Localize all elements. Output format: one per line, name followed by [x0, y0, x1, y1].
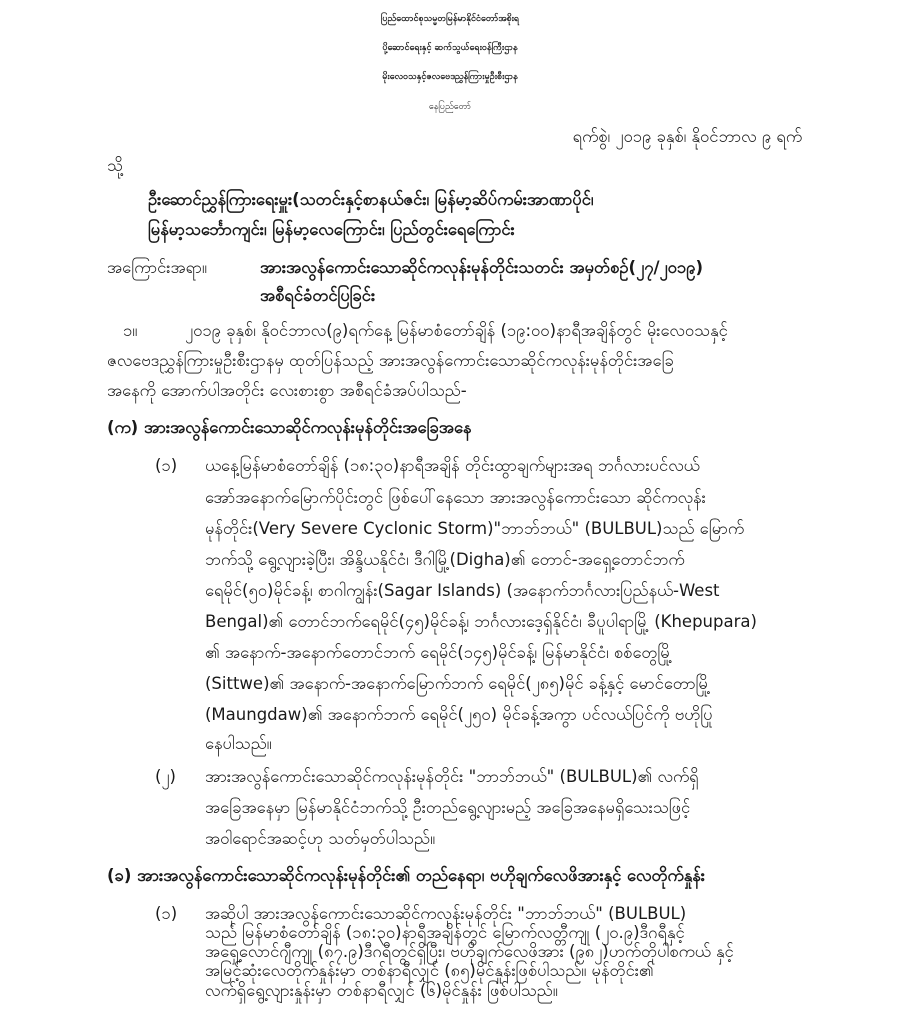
section-ka-item1-number: (၁) — [155, 456, 178, 475]
intro-line-1: ၂၀၁၉ ခုနှစ်၊ နိုဝင်ဘာလ(၉)ရက်နေ့ မြန်မာစံတော်ချိန် (၁၉:၀၀)နာရီအချိန်တွင် မိုးလေဝသနှင့် — [185, 321, 728, 340]
section-kha-item1-number: (၁) — [155, 904, 178, 923]
subject-line-1: အားအလွန်ကောင်းသောဆိုင်ကလုန်းမုန်တိုင်းသတင်း အမှတ်စဉ်(၂၇/၂၀၁၉) — [260, 258, 703, 277]
subject-label: အကြောင်းအရာ။ — [107, 258, 207, 277]
section-ka-item1-line: အော်အနောက်မြောက်ပိုင်းတွင် ဖြစ်ပေါ်နေသော အားအလွန်ကောင်းသော ဆိုင်ကလုန်း — [205, 488, 706, 507]
section-kha-item1-line: အရှေ့လောင်ဂျီကျု (၈၇.၉)ဒီဂရီတွင်ရှိပြီး၊ ဗဟိုချက်လေဖိအား (၉၈၂)ဟက်တိုပါစကယ် နှင့် — [205, 942, 734, 961]
section-ka-item1-line: မုန်တိုင်း(Very Severe Cyclonic Storm)"ဘာဘ်ဘယ်" (BULBUL)သည် မြောက် — [205, 519, 745, 538]
section-ka-heading: (က) အားအလွန်ကောင်းသောဆိုင်ကလုန်းမုန်တိုင်းအခြေအနေ — [107, 418, 472, 437]
header-department: မိုးလေဝသနှင့်ဇလဗေဒညွှန်ကြားမှုဦးစီးဌာန — [382, 72, 518, 82]
header-city: နေပြည်တော် — [428, 102, 472, 112]
intro-number: ၁။ — [123, 321, 138, 340]
section-ka-item2-line: အခြေအနေမှာ မြန်မာနိုင်ငံဘက်သို့ ဦးတည်ရွေ့လျားမည့် အခြေအနေမရှိသေးသဖြင့် — [205, 798, 691, 817]
header-government: ပြည်ထောင်စုသမ္မတမြန်မာနိုင်ငံတော်အစိုးရ — [380, 14, 520, 24]
section-ka-item1-line: နေပါသည်။ — [205, 734, 272, 753]
header-ministry: ပို့ဆောင်ရေးနှင့် ဆက်သွယ်ရေးဝန်ကြီးဌာန — [382, 43, 518, 53]
section-ka-item1-line: ရေမိုင်(၅၀)မိုင်ခန့်၊ စာဂါကျွန်း(Sagar Islands) (အနောက်ဘင်္ဂလားပြည်နယ်-West — [205, 581, 720, 600]
intro-line-3: အနေကို အောက်ပါအတိုင်း လေးစားစွာ အစီရင်ခံအပ်ပါသည်- — [107, 381, 467, 400]
section-ka-item1-line: ယနေ့မြန်မာစံတော်ချိန် (၁၈:၃၀)နာရီအချိန် တိုင်းထွာချက်များအရ ဘင်္ဂလားပင်လယ် — [205, 456, 700, 475]
recipients-line-1: ဦးဆောင်ညွှန်ကြားရေးမှူး(သတင်းနှင့်စာနယ်ဇင်း၊ မြန်မာ့ဆိပ်ကမ်းအာဏာပိုင်၊ — [148, 190, 594, 209]
section-ka-item2-line: အဝါရောင်အဆင့်ဟု သတ်မှတ်ပါသည်။ — [205, 829, 435, 848]
section-ka-item1-line: (Maungdaw)၏ အနောက်ဘက် ရေမိုင်(၂၅၀) မိုင်ခန့်အကွာ ပင်လယ်ပြင်ကို ဗဟိုပြု — [205, 705, 713, 724]
subject-line-2: အစီရင်ခံတင်ပြခြင်း — [260, 286, 376, 305]
intro-line-2: ဇလဗေဒညွှန်ကြားမှုဦးစီးဌာနမှ ထုတ်ပြန်သည့် အားအလွန်ကောင်းသောဆိုင်ကလုန်းမုန်တိုင်းအခြေ — [107, 351, 674, 370]
section-ka-item2-number: (၂) — [155, 767, 176, 786]
section-kha-item1-line: အဆိုပါ အားအလွန်ကောင်းသောဆိုင်ကလုန်းမုန်တိုင်း "ဘာဘ်ဘယ်" (BULBUL) — [205, 904, 687, 923]
section-kha-item1-line: သည် မြန်မာစံတော်ချိန် (၁၈:၃၀)နာရီအချိန်တွင် မြောက်လတ္တီကျု (၂၀.၉)ဒီဂရီနှင့် — [205, 923, 685, 942]
section-kha-item1-line: အမြင့်ဆုံးလေတိုက်နှုန်းမှာ တစ်နာရီလျှင် (၈၅)မိုင်နှုန်းဖြစ်ပါသည်။ မုန်တိုင်း၏ — [205, 961, 654, 980]
section-kha-heading: (ခ) အားအလွန်ကောင်းသောဆိုင်ကလုန်းမုန်တိုင်း၏ တည်နေရာ၊ ဗဟိုချက်လေဖိအားနှင့် လေတိုက်နှုန်း — [107, 866, 705, 885]
section-ka-item1-line: ဘက်သို့ ရွေ့လျားခဲ့ပြီး၊ အိန္ဒိယနိုင်ငံ၊ ဒီဂါမြို့(Digha)၏ တောင်-အရှေ့တောင်ဘက် — [205, 550, 685, 569]
document-date: ရက်စွဲ၊ ၂၀၁၉ ခုနှစ်၊ နိုဝင်ဘာလ ၉ ရက် — [572, 127, 802, 146]
section-ka-item2-line: အားအလွန်ကောင်းသောဆိုင်ကလုန်းမုန်တိုင်း "ဘာဘ်ဘယ်" (BULBUL)၏ လက်ရှိ — [205, 767, 699, 786]
section-ka-item1-line: (Sittwe)၏ အနောက်-အနောက်မြောက်ဘက် ရေမိုင်(၂၈၅)မိုင် ခန့်နှင့် မောင်တောမြို့ — [205, 674, 711, 693]
section-ka-item1-line: Bengal)၏ တောင်ဘက်ရေမိုင်(၄၅)မိုင်ခန့်၊ ဘင်္ဂလားဒေ့ရှ်နိုင်ငံ၊ ခီပူပါရာမြို့ (Khepupara) — [205, 612, 757, 631]
section-kha-item1-line: လက်ရှိရွေ့လျားနှုန်းမှာ တစ်နာရီလျှင် (၆)မိုင်နှုန်း ဖြစ်ပါသည်။ — [205, 981, 558, 1000]
section-ka-item1-line: ၏ အနောက်-အနောက်တောင်ဘက် ရေမိုင်(၁၄၅)မိုင်ခန့်၊ မြန်မာနိုင်ငံ၊ စစ်တွေမြို့ — [205, 643, 673, 662]
recipients-line-2: မြန်မာ့သင်္ဘောကျင်း၊ မြန်မာ့လေကြောင်း၊ ပြည်တွင်းရေကြောင်း — [148, 220, 515, 239]
to-label: သို့ — [107, 156, 123, 175]
